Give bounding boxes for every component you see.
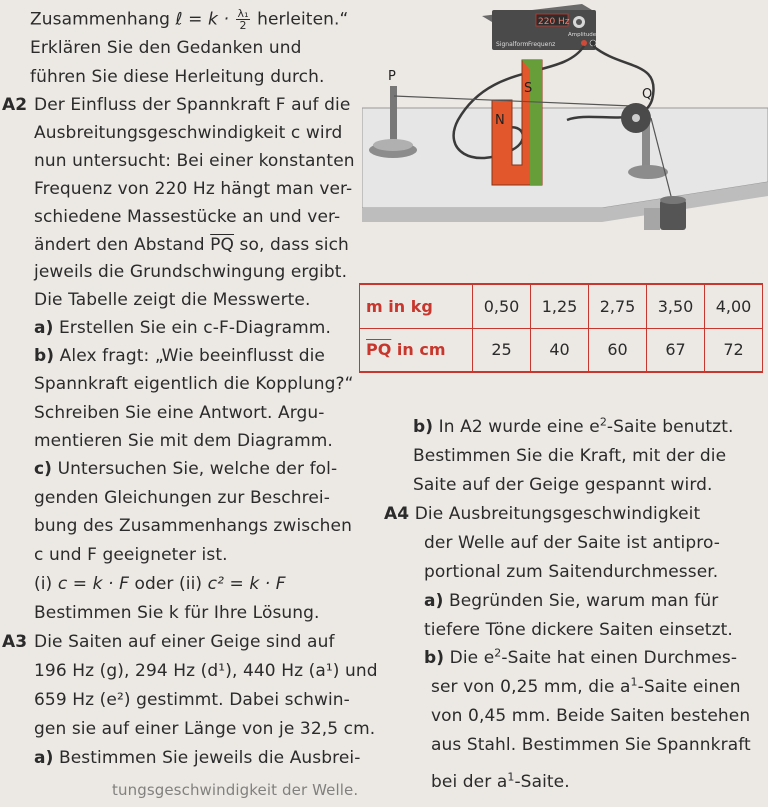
right-line-13: bei der $a^1$-Saite. — [431, 770, 570, 792]
label-amplitude: Amplitude — [568, 32, 597, 38]
right-line-10: ser von 0,25 mm, die $a^1$-Saite einen — [431, 675, 741, 697]
table-cell: 3,50 — [647, 284, 705, 328]
right-line-6: portional zum Saitendurchmesser. — [424, 562, 719, 582]
line-25: 659 Hz (e²) gestimmt. Dabei schwin- — [34, 690, 350, 710]
row-label-distance: $\overline{PQ}$ in cm — [360, 328, 473, 372]
line-13: b) Alex fragt: „Wie beeinflusst die — [34, 346, 325, 366]
line-16: mentieren Sie mit dem Diagramm. — [34, 431, 333, 451]
line-24: 196 Hz (g), 294 Hz (d¹), 440 Hz (a¹) und — [34, 661, 378, 681]
table-cell: 67 — [647, 328, 705, 372]
knob-icon — [576, 19, 582, 25]
line-23: Die Saiten auf einer Geige sind auf — [34, 632, 335, 652]
line-19: bung des Zusammenhangs zwischen — [34, 516, 352, 536]
clamp-stand — [390, 86, 397, 148]
line-28: tungsgeschwindigkeit der Welle. — [112, 781, 359, 799]
line-27: a) Bestimmen Sie jeweils die Ausbrei- — [34, 748, 361, 768]
line-17: c) Untersuchen Sie, welche der fol- — [34, 459, 338, 479]
line-8: schiedene Massestücke an und ver- — [34, 207, 341, 227]
right-line-4: A4 Die Ausbreitungsgeschwindigkeit — [384, 504, 701, 524]
output-socket-icon — [581, 40, 587, 46]
string — [394, 96, 632, 106]
line-6: nun untersucht: Bei einer konstanten — [34, 151, 355, 171]
hanging-mass — [660, 200, 686, 230]
display-text: 220 Hz — [538, 17, 570, 27]
table-cell: 72 — [705, 328, 763, 372]
table-cell: 40 — [531, 328, 589, 372]
table-cell: 60 — [589, 328, 647, 372]
line-18: genden Gleichungen zur Beschrei- — [34, 488, 330, 508]
line-7: Frequenz von 220 Hz hängt man ver- — [34, 179, 353, 199]
right-line-9: b) Die $e^2$-Saite hat einen Durchmes- — [424, 646, 738, 668]
experiment-figure — [362, 0, 768, 266]
line-2: Erklären Sie den Gedanken und — [30, 38, 302, 58]
task-a2-label: A2 — [2, 95, 28, 115]
task-a3-label: A3 — [2, 632, 28, 652]
table-row — [360, 328, 763, 372]
table-cell: 1,25 — [531, 284, 589, 328]
label-p: P — [388, 69, 396, 84]
right-line-3: Saite auf der Geige gespannt wird. — [413, 475, 713, 495]
line-26: gen sie auf einer Länge von je 32,5 cm. — [34, 719, 376, 739]
row-label-mass: m in kg — [360, 284, 473, 328]
line-5: Ausbreitungsgeschwindigkeit c wird — [34, 123, 343, 143]
line-10: jeweils die Grundschwingung ergibt. — [34, 262, 348, 282]
label-q: Q — [642, 87, 653, 102]
table-row — [360, 284, 763, 328]
measurement-table — [359, 283, 763, 373]
pulley-base — [628, 165, 668, 179]
right-line-1: b) In A2 wurde eine $e^2$-Saite benutzt. — [413, 415, 734, 437]
pulley-hub — [632, 114, 640, 122]
right-line-5: der Welle auf der Saite ist antipro- — [424, 533, 720, 553]
lambda-fraction: $\frac{\text{λ₁}}{2}$ — [237, 7, 249, 32]
line-20: c und F geeigneter ist. — [34, 545, 228, 565]
line-1: Zusammenhang ℓ = k · $\frac{\text{λ₁}}{2}$ herleiten.“ — [30, 7, 349, 32]
label-n: N — [495, 113, 505, 128]
line-4: Der Einfluss der Spannkraft F auf die — [34, 95, 351, 115]
label-s: S — [524, 81, 533, 96]
line-12: a) Erstellen Sie ein c-F-Diagramm. — [34, 318, 331, 338]
table-cell: 2,75 — [589, 284, 647, 328]
stand-base-top — [373, 139, 413, 151]
line-9: ändert den Abstand $\overline{PQ}$ so, dass sich — [34, 235, 349, 255]
label-signalform: Signalform — [496, 41, 529, 48]
table-cell: 0,50 — [473, 284, 531, 328]
table-cell: 25 — [473, 328, 531, 372]
table-leg — [644, 208, 660, 230]
label-frequenz: Frequenz — [528, 41, 556, 48]
right-line-7: a) Begründen Sie, warum man für — [424, 591, 719, 611]
line-22: Bestimmen Sie k für Ihre Lösung. — [34, 603, 320, 623]
line-15: Schreiben Sie eine Antwort. Argu- — [34, 403, 325, 423]
right-line-11: von 0,45 mm. Beide Saiten bestehen — [431, 706, 751, 726]
line-3: führen Sie diese Herleitung durch. — [30, 67, 325, 87]
line-14: Spannkraft eigentlich die Kopplung?“ — [34, 374, 354, 394]
hanging-mass-top — [660, 196, 686, 204]
output-socket-icon — [590, 40, 596, 46]
table-cell: 4,00 — [705, 284, 763, 328]
line-11: Die Tabelle zeigt die Messwerte. — [34, 290, 311, 310]
right-line-12: aus Stahl. Bestimmen Sie Spannkraft — [431, 735, 751, 755]
right-line-8: tiefere Töne dickere Saiten einsetzt. — [424, 620, 733, 640]
line-21: (i) c = k · F oder (ii) c² = k · F — [34, 574, 286, 594]
right-line-2: Bestimmen Sie die Kraft, mit der die — [413, 446, 727, 466]
